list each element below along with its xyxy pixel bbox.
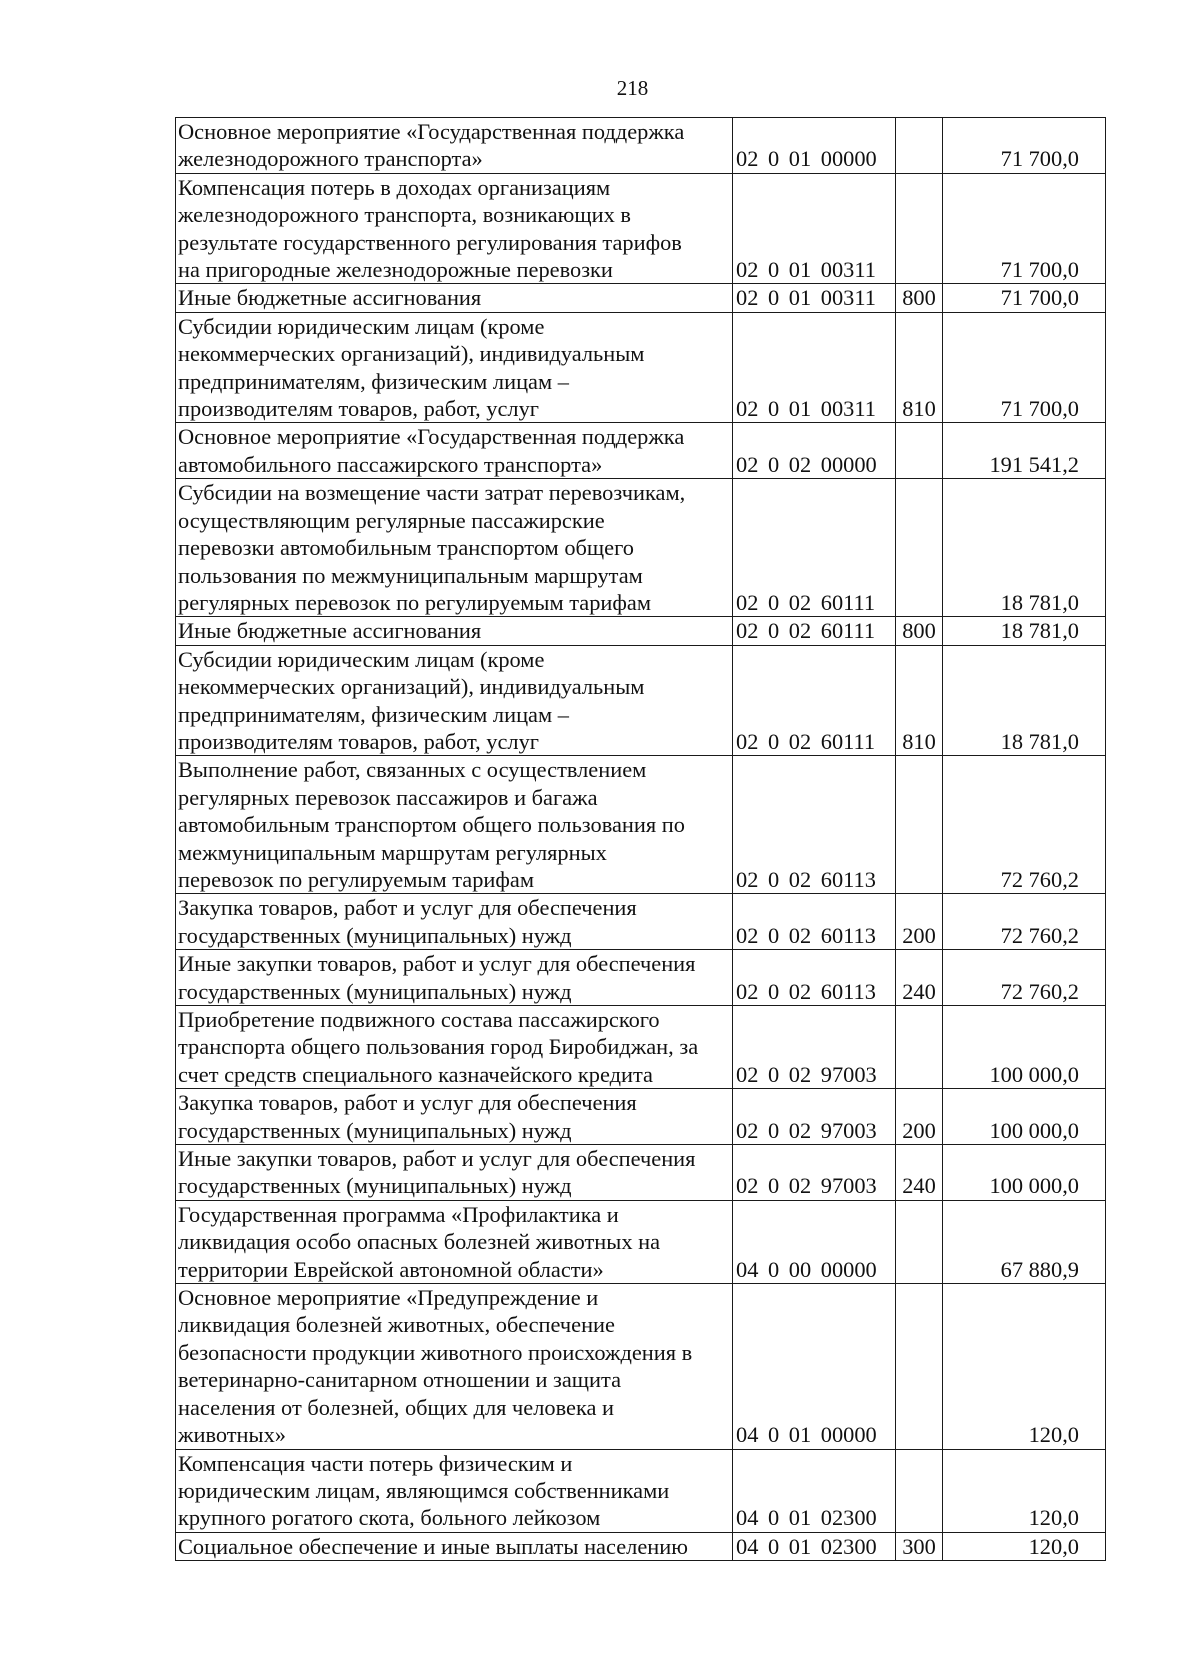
row-name: Выполнение работ, связанных с осуществлением регулярных перевозок пассажиров и багажа автомобильным транспортом общего пользования по межмуниципальным маршрутам регулярных перевозок по регулируемым тарифам (176, 756, 733, 894)
row-amount: 18 781,0 (943, 479, 1106, 617)
table-row (176, 118, 1106, 174)
row-name: Субсидии юридическим лицам (кроме некоммерческих организаций), индивидуальным предпринимателям, физическим лицам – производителям товаров, работ, услуг (176, 312, 733, 423)
row-amount: 72 760,2 (943, 756, 1106, 894)
row-amount: 100 000,0 (943, 1006, 1106, 1089)
row-vr-code (896, 118, 943, 174)
row-name: Государственная программа «Профилактика и ликвидация особо опасных болезней животных на территории Еврейской автономной области» (176, 1200, 733, 1283)
row-name: Компенсация потерь в доходах организациям железнодорожного транспорта, возникающих в результате государственного регулирования тарифов на пригородные железнодорожные перевозки (176, 173, 733, 284)
row-name: Субсидии юридическим лицам (кроме некоммерческих организаций), индивидуальным предпринимателям, физическим лицам – производителям товаров, работ, услуг (176, 645, 733, 756)
row-vr-code (896, 1200, 943, 1283)
row-name: Субсидии на возмещение части затрат перевозчикам, осуществляющим регулярные пассажирские перевозки автомобильным транспортом общего пользования по межмуниципальным маршрутам регулярных перевозок по регулируемым тарифам (176, 479, 733, 617)
table-row (176, 1145, 1106, 1201)
row-amount: 18 781,0 (943, 617, 1106, 645)
row-name: Иные бюджетные ассигнования (176, 284, 733, 312)
row-csr-code: 02 0 01 00311 (733, 173, 896, 284)
row-vr-code: 200 (896, 1089, 943, 1145)
row-name: Социальное обеспечение и иные выплаты населению (176, 1532, 733, 1560)
row-amount: 120,0 (943, 1284, 1106, 1449)
row-csr-code: 02 0 02 60111 (733, 617, 896, 645)
table-row (176, 1089, 1106, 1145)
table-row (176, 423, 1106, 479)
row-amount: 71 700,0 (943, 173, 1106, 284)
row-amount: 120,0 (943, 1532, 1106, 1560)
row-vr-code: 800 (896, 284, 943, 312)
table-row (176, 1284, 1106, 1449)
row-name: Закупка товаров, работ и услуг для обеспечения государственных (муниципальных) нужд (176, 1089, 733, 1145)
table-row (176, 645, 1106, 756)
row-vr-code: 800 (896, 617, 943, 645)
row-name: Закупка товаров, работ и услуг для обеспечения государственных (муниципальных) нужд (176, 894, 733, 950)
row-csr-code: 02 0 01 00000 (733, 118, 896, 174)
row-name: Приобретение подвижного состава пассажирского транспорта общего пользования город Биробиджан, за счет средств специального казначейского кредита (176, 1006, 733, 1089)
row-amount: 191 541,2 (943, 423, 1106, 479)
table-row (176, 617, 1106, 645)
row-name: Иные закупки товаров, работ и услуг для обеспечения государственных (муниципальных) нужд (176, 950, 733, 1006)
row-vr-code (896, 1006, 943, 1089)
row-vr-code (896, 1284, 943, 1449)
row-csr-code: 02 0 02 97003 (733, 1006, 896, 1089)
row-csr-code: 02 0 02 97003 (733, 1089, 896, 1145)
row-name: Иные закупки товаров, работ и услуг для обеспечения государственных (муниципальных) нужд (176, 1145, 733, 1201)
row-amount: 100 000,0 (943, 1145, 1106, 1201)
table-body (176, 118, 1106, 1561)
table-row (176, 1449, 1106, 1532)
budget-table (175, 117, 1106, 1561)
row-vr-code: 200 (896, 894, 943, 950)
table-row (176, 312, 1106, 423)
row-amount: 72 760,2 (943, 894, 1106, 950)
row-csr-code: 04 0 01 02300 (733, 1449, 896, 1532)
row-csr-code: 02 0 02 60113 (733, 756, 896, 894)
table-row (176, 950, 1106, 1006)
table-row (176, 479, 1106, 617)
row-csr-code: 02 0 02 60113 (733, 894, 896, 950)
row-amount: 71 700,0 (943, 312, 1106, 423)
row-vr-code (896, 423, 943, 479)
row-vr-code: 810 (896, 645, 943, 756)
row-vr-code (896, 173, 943, 284)
row-amount: 72 760,2 (943, 950, 1106, 1006)
row-vr-code (896, 479, 943, 617)
row-name: Основное мероприятие «Государственная поддержка железнодорожного транспорта» (176, 118, 733, 174)
table-row (176, 1532, 1106, 1560)
page-number: 218 (616, 76, 649, 100)
row-amount: 18 781,0 (943, 645, 1106, 756)
row-name: Основное мероприятие «Предупреждение и ликвидация болезней животных, обеспечение безопасности продукции животного происхождения в ветеринарно-санитарном отношении и защита населения от болезней, общих для человека и животных» (176, 1284, 733, 1449)
row-vr-code: 240 (896, 950, 943, 1006)
row-vr-code (896, 1449, 943, 1532)
row-amount: 100 000,0 (943, 1089, 1106, 1145)
row-vr-code: 240 (896, 1145, 943, 1201)
row-vr-code (896, 756, 943, 894)
row-name: Основное мероприятие «Государственная поддержка автомобильного пассажирского транспорта» (176, 423, 733, 479)
row-vr-code: 300 (896, 1532, 943, 1560)
row-name: Компенсация части потерь физическим и юридическим лицам, являющимся собственниками крупного рогатого скота, больного лейкозом (176, 1449, 733, 1532)
row-csr-code: 02 0 02 97003 (733, 1145, 896, 1201)
row-csr-code: 02 0 02 00000 (733, 423, 896, 479)
row-amount: 67 880,9 (943, 1200, 1106, 1283)
row-csr-code: 02 0 02 60111 (733, 645, 896, 756)
row-amount: 71 700,0 (943, 284, 1106, 312)
row-name: Иные бюджетные ассигнования (176, 617, 733, 645)
row-csr-code: 02 0 02 60111 (733, 479, 896, 617)
row-csr-code: 02 0 02 60113 (733, 950, 896, 1006)
row-csr-code: 02 0 01 00311 (733, 312, 896, 423)
table-row (176, 894, 1106, 950)
table-row (176, 756, 1106, 894)
row-amount: 120,0 (943, 1449, 1106, 1532)
row-csr-code: 04 0 01 02300 (733, 1532, 896, 1560)
table-row (176, 173, 1106, 284)
table-row (176, 284, 1106, 312)
table-row (176, 1200, 1106, 1283)
row-csr-code: 02 0 01 00311 (733, 284, 896, 312)
table-row (176, 1006, 1106, 1089)
row-csr-code: 04 0 00 00000 (733, 1200, 896, 1283)
row-vr-code: 810 (896, 312, 943, 423)
row-csr-code: 04 0 01 00000 (733, 1284, 896, 1449)
row-amount: 71 700,0 (943, 118, 1106, 174)
